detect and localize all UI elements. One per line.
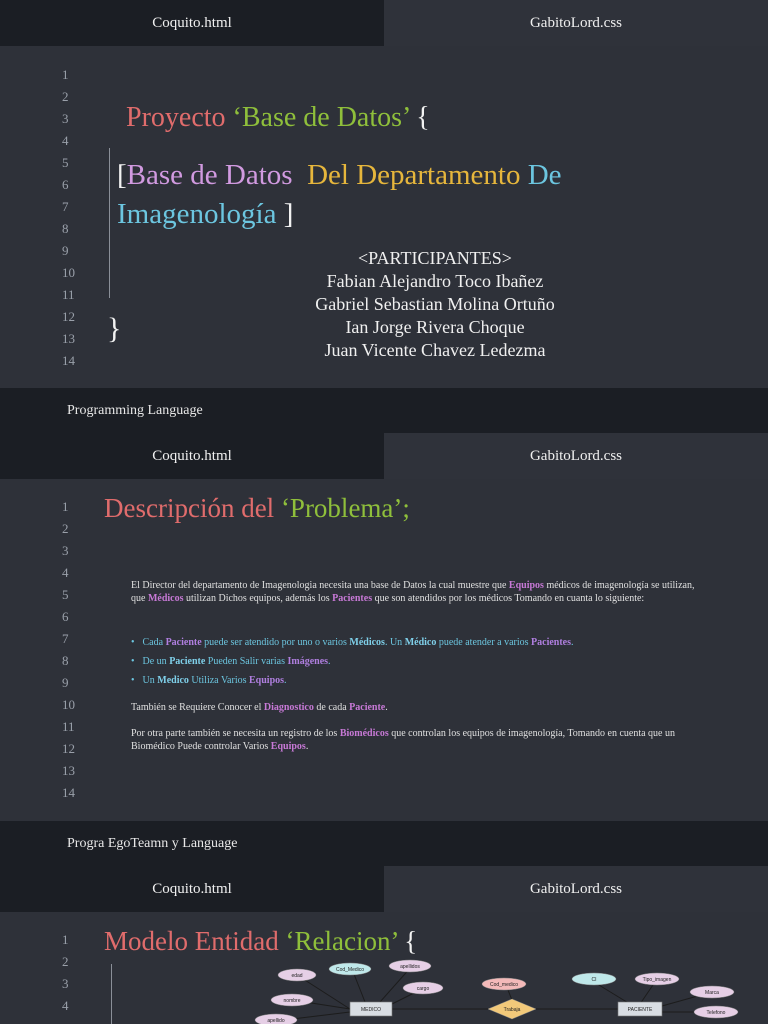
participants-header: <PARTICIPANTES> [358, 248, 512, 268]
keyword-equipos: Equipos [508, 580, 544, 591]
line-number: 8 [62, 653, 69, 668]
text-run: . [305, 741, 309, 752]
indent-guide [109, 148, 110, 298]
title-keyword: Descripción del [104, 493, 275, 523]
status-strip-1 [0, 388, 768, 434]
line-number: 8 [62, 221, 69, 236]
attr-edad-label: edad [291, 973, 303, 979]
text-run: Un [142, 675, 158, 686]
line-number: 6 [62, 609, 69, 624]
strip-label: Progra EgoTeamn y Language [67, 836, 238, 851]
text-run: que son atendidos por los médicos Tomando en cuanta lo siguiente: [372, 593, 645, 604]
requirement-paragraph [131, 701, 706, 714]
line-number: 14 [62, 353, 75, 368]
text-run: puede atender a varios [436, 637, 532, 648]
line-number: 7 [62, 199, 69, 214]
editor-pane-3 [0, 912, 768, 1024]
line-number: 6 [62, 177, 69, 192]
line-number: 4 [62, 133, 69, 148]
text-run: De un [142, 656, 170, 667]
participant-name: Gabriel Sebastian Molina Ortuño [315, 294, 555, 314]
line-number: 13 [62, 331, 75, 346]
line-number: 5 [62, 155, 69, 170]
editor-pane-1 [0, 46, 768, 388]
close-bracket: ] [283, 198, 294, 230]
participant-name: Ian Jorge Rivera Choque [345, 317, 525, 337]
keyword: Médicos [349, 637, 385, 648]
line-number: 3 [62, 976, 69, 991]
participants-list [290, 247, 580, 362]
participant-name: Juan Vicente Chavez Ledezma [324, 340, 546, 360]
heading-part-d: Imagenología [117, 198, 277, 230]
keyword: Médico [404, 637, 437, 648]
tab-gabitolord-css[interactable]: GabitoLord.css [384, 866, 768, 912]
line-number: 1 [62, 67, 69, 82]
heading-line-2 [117, 198, 293, 231]
line-number: 11 [62, 719, 75, 734]
text-run: utilizan Dichos equipos, además los [183, 593, 333, 604]
description-paragraph [131, 579, 706, 605]
open-bracket: [ [117, 159, 127, 191]
title-open-brace: { [416, 102, 430, 133]
heading-line-1 [117, 159, 562, 192]
text-run: . [385, 702, 388, 713]
text-run: . Un [384, 637, 405, 648]
line-number: 13 [62, 763, 75, 778]
keyword-equipos: Equipos [270, 741, 306, 752]
text-run: . [284, 675, 287, 686]
heading-part-a: Base de Datos [126, 159, 293, 191]
attr-marca-label: Marca [705, 990, 719, 996]
list-item: • De un Paciente Pueden Salir varias Imágenes. [131, 656, 331, 667]
text-run: El Director del departamento de Imagenologia necesita una base de Datos la cual muestre que [131, 580, 509, 591]
entity-paciente-label: PACIENTE [627, 1007, 653, 1013]
line-number: 9 [62, 675, 69, 690]
line-number: 4 [62, 565, 69, 580]
attr-ci-label: CI [591, 977, 597, 983]
keyword-pacientes: Pacientes [332, 593, 373, 604]
keyword: Imágenes [287, 656, 329, 667]
line-number: 3 [62, 111, 69, 126]
attr-tipo-imagen-label: Tipo_imagen [642, 977, 672, 983]
line-number: 2 [62, 89, 69, 104]
line-number: 1 [62, 499, 69, 514]
attr-cod-medico-rel-label: Cod_medico [489, 982, 519, 988]
tab-coquito-html[interactable]: Coquito.html [0, 433, 384, 479]
participant-name: Fabian Alejandro Toco Ibañez [326, 271, 544, 291]
heading-part-c: De [527, 159, 562, 191]
list-item: • Un Medico Utiliza Varios Equipos. [131, 675, 287, 686]
line-number: 10 [62, 697, 75, 712]
text-run: Por otra parte también se necesita un registro de los [131, 728, 340, 739]
attr-cod-medico-label: Cod_Medico [335, 967, 365, 973]
line-number: 5 [62, 587, 69, 602]
keyword: Paciente [169, 656, 206, 667]
line-number: 2 [62, 954, 69, 969]
relation-trabaja-label: Trabaja [503, 1007, 521, 1013]
keyword: Equipos [249, 675, 285, 686]
line-number: 11 [62, 287, 75, 302]
tab-bar-2 [0, 433, 768, 479]
attr-nombre-label: nombre [283, 998, 301, 1004]
text-run: puede ser atendido por uno o varios [201, 637, 350, 648]
strip-label: Programming Language [67, 403, 203, 418]
line-number: 3 [62, 543, 69, 558]
line-number: 4 [62, 998, 69, 1013]
text-run: También se Requiere Conocer el [131, 702, 264, 713]
keyword-paciente: Paciente [349, 702, 386, 713]
tab-gabitolord-css[interactable]: GabitoLord.css [384, 433, 768, 479]
tab-coquito-html[interactable]: Coquito.html [0, 866, 384, 912]
tab-bar-1 [0, 0, 768, 46]
title-string: ‘Problema’; [280, 493, 410, 523]
list-item: • Cada Paciente puede ser atendido por uno o varios Médicos. Un Médico puede atender a varios Pacientes. [131, 637, 574, 648]
keyword-diagnostico: Diagnostico [263, 702, 314, 713]
keyword-medicos: Médicos [147, 593, 184, 604]
editor-pane-2 [0, 479, 768, 821]
entity-medico-label: MEDICO [361, 1007, 381, 1013]
keyword-biomedicos: Biomédicos [339, 728, 389, 739]
keyword: Pacientes [531, 637, 572, 648]
biomedicos-paragraph [131, 727, 706, 753]
line-number: 10 [62, 265, 75, 280]
line-number: 9 [62, 243, 69, 258]
close-brace: } [107, 312, 122, 345]
title-keyword: Modelo Entidad [104, 926, 279, 956]
title-string: ‘Relacion’ [285, 926, 398, 956]
text-run: que controlan los equipos de imagenología, Tomando en cuenta que un Biomédico Puede controlar Varios [131, 728, 675, 752]
title-keyword: Proyecto [126, 102, 226, 133]
tab-gabitolord-css[interactable]: GabitoLord.css [384, 0, 768, 46]
er-diagram [0, 912, 768, 1024]
tab-coquito-html[interactable]: Coquito.html [0, 0, 384, 46]
attr-apellido-label: apellido [267, 1018, 285, 1024]
line-number: 1 [62, 932, 69, 947]
status-strip-2 [0, 821, 768, 867]
text-run: Cada [142, 637, 166, 648]
attr-telefono-label: Telefono [706, 1010, 726, 1016]
attr-cargo-label: cargo [416, 986, 430, 992]
line-number: 14 [62, 785, 75, 800]
line-number: 7 [62, 631, 69, 646]
slide-title [104, 493, 410, 524]
text-run: médicos de imagenología se utilizan, que [131, 580, 695, 604]
text-run: . [328, 656, 331, 667]
title-open-brace: { [404, 926, 418, 956]
attr-apellidos-label: apellidos [400, 964, 420, 970]
keyword: Paciente [165, 637, 202, 648]
text-run: de cada [313, 702, 350, 713]
text-run: Utiliza Varios [188, 675, 249, 686]
tab-bar-3 [0, 866, 768, 912]
line-number: 12 [62, 741, 75, 756]
title-string: ‘Base de Datos’ [232, 102, 410, 133]
text-run: Pueden Salir varias [205, 656, 288, 667]
text-run: . [571, 637, 574, 648]
line-number: 2 [62, 521, 69, 536]
line-number: 12 [62, 309, 75, 324]
slide-title [126, 102, 430, 134]
keyword: Medico [157, 675, 189, 686]
heading-part-b: Del Departamento [307, 159, 521, 191]
